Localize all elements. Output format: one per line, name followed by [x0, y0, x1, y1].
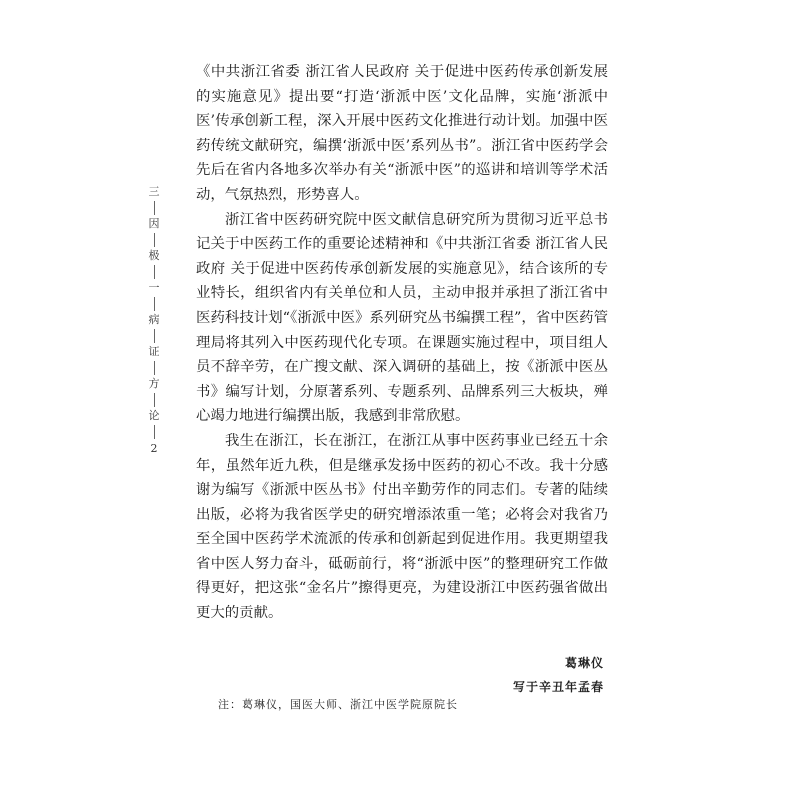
- body-text: [196, 60, 608, 626]
- book-title-char: 因: [148, 217, 160, 230]
- divider: [154, 297, 155, 311]
- signature-name: 葛琳仪: [564, 656, 604, 670]
- divider: [154, 425, 155, 439]
- divider: [154, 201, 155, 215]
- signature-date: 写于辛丑年孟春: [512, 680, 604, 694]
- paragraph: 我生在浙江，长在浙江，在浙江从事中医药事业已经五十余年，虽然年近九秩，但是继承发扬中医药的初心不改。我十分感谢为编写《浙派中医丛书》付出辛勤劳作的同志们。专著的陆续出版，必将为我省医学史的研究增添浓重一笔；必将会对我省乃至全国中医药学术流派的传承和创新起到促进作用。我更期望我省中医人努力奋斗，砥砺前行，将“浙派中医”的整理研究工作做得更好，把这张“金名片”擦得更亮，为建设浙江中医药强省做出更大的贡献。: [196, 432, 608, 622]
- book-title-char: 一: [148, 281, 160, 294]
- book-title-char: 极: [148, 249, 160, 262]
- divider: [154, 361, 155, 375]
- paragraph: 浙江省中医药研究院中医文献信息研究所为贯彻习近平总书记关于中医药工作的重要论述精神和《中共浙江省委 浙江省人民政府 关于促进中医药传承创新发展的实施意见》，结合该所的专业特长，组织省内有关单位和人员，主动申报并承担了浙江省中医药科技计划“《浙派中医》系列研究丛书编撰工程”，省中医药管理局将其列入中医药现代化专项。在课题实施过程中，项目组人员不辞辛劳，在广搜文献、深入调研的基础上，按《浙派中医丛书》编写计划，分原著系列、专题系列、品牌系列三大板块，殚心竭力地进行编撰出版，我感到非常欣慰。: [196, 211, 608, 425]
- book-title-char: 三: [148, 185, 160, 198]
- page-number: 2: [150, 442, 158, 455]
- book-title-char: 病: [148, 313, 160, 326]
- paragraph: 《中共浙江省委 浙江省人民政府 关于促进中医药传承创新发展的实施意见》提出要“打造‘浙派中医’文化品牌，实施‘浙派中医’传承创新工程，深入开展中医药文化推进行动计划。加强中医药传统文献研究，编撰‘浙派中医’系列丛书”。浙江省中医药学会先后在省内各地多次举办有关“浙派中医”的巡讲和培训等学术活动，气氛热烈，形势喜人。: [196, 64, 608, 203]
- book-title-char: 论: [148, 409, 160, 422]
- divider: [154, 265, 155, 279]
- divider: [154, 329, 155, 343]
- book-title-char: 方: [148, 377, 160, 390]
- footnote: 注：葛琳仪，国医大师、浙江中医学院原院长: [218, 698, 458, 711]
- book-title-char: 证: [148, 345, 160, 358]
- divider: [154, 393, 155, 407]
- divider: [154, 233, 155, 247]
- running-header-vertical: [146, 186, 162, 455]
